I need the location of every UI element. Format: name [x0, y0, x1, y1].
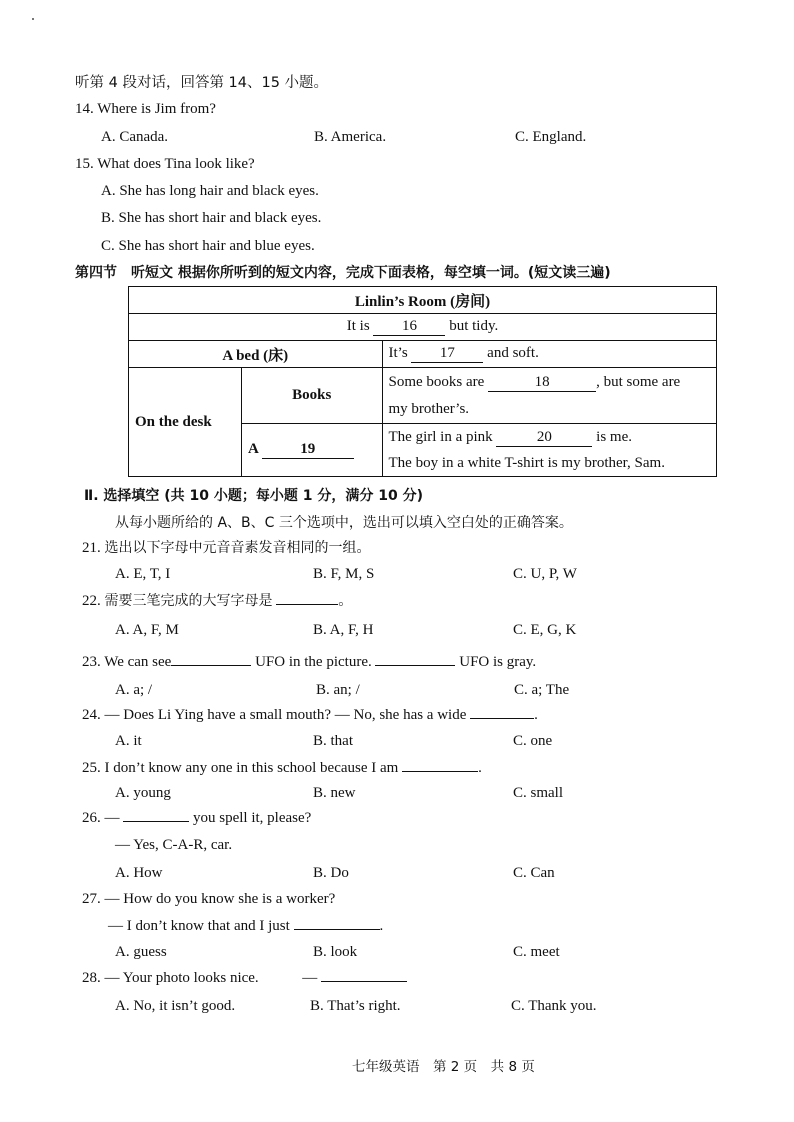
- question-14: [75, 99, 216, 119]
- q26-option-a[interactable]: A. How: [115, 865, 163, 881]
- question-26: [82, 808, 311, 828]
- page-footer: 七年级英语 第 2 页 共 8 页: [352, 1059, 535, 1075]
- q14-option-a[interactable]: A. Canada.: [101, 129, 169, 145]
- q27-option-c[interactable]: C. meet: [513, 944, 560, 960]
- q26-reply: — Yes, C-A-R, car.: [115, 837, 233, 853]
- table-row-room: [129, 314, 717, 341]
- table-title: Linlin’s Room (房间): [129, 287, 717, 314]
- part2-heading: Ⅱ. 选择填空 (共 10 小题；每小题 1 分，满分 10 分): [84, 488, 424, 504]
- q25-option-b[interactable]: B. new: [313, 785, 356, 801]
- q25-option-c[interactable]: C. small: [513, 785, 564, 801]
- section4-heading: 第四节 听短文 根据你所听到的短文内容，完成下面表格，每空填一词。(短文读三遍): [75, 265, 611, 281]
- q24-option-c[interactable]: C. one: [513, 733, 553, 749]
- q28-option-a[interactable]: A. No, it isn’t good.: [115, 998, 236, 1014]
- question-number: 27.: [82, 891, 101, 907]
- answer-blank[interactable]: [123, 821, 189, 822]
- blank-17[interactable]: 17: [411, 345, 483, 363]
- q23-option-a[interactable]: A. a; /: [115, 682, 153, 698]
- q26-option-b[interactable]: B. Do: [313, 865, 349, 881]
- question-25: [82, 758, 482, 778]
- question-22: [82, 591, 353, 611]
- answer-blank-1[interactable]: [171, 665, 251, 666]
- bed-cell: [382, 341, 717, 368]
- a-label-cell: [242, 424, 383, 477]
- question-end: .: [478, 760, 482, 776]
- q27-option-a[interactable]: A. guess: [115, 944, 167, 960]
- question-27: [82, 889, 335, 909]
- question-21: [82, 538, 371, 558]
- a-label: A: [248, 441, 259, 457]
- listening-table: [128, 286, 717, 477]
- question-number: 24.: [82, 707, 101, 723]
- q26-option-c[interactable]: C. Can: [513, 865, 555, 881]
- q21-option-b[interactable]: B. F, M, S: [313, 566, 375, 582]
- q15-option-b[interactable]: B. She has short hair and black eyes.: [101, 210, 322, 226]
- question-number: 15.: [75, 156, 94, 172]
- bed-label: A bed (床): [129, 341, 383, 368]
- answer-blank[interactable]: [276, 604, 338, 605]
- dialogue-dash: —: [104, 810, 120, 826]
- question-text: — Does Li Ying have a small mouth? — No, she has a wide: [104, 707, 467, 723]
- question-text: 选出以下字母中元音音素发音相同的一组。: [104, 540, 371, 556]
- girl-cell: [382, 424, 717, 477]
- question-text: — How do you know she is a worker?: [104, 891, 336, 907]
- q14-option-c[interactable]: C. England.: [515, 129, 587, 145]
- books-label: Books: [242, 368, 383, 424]
- q24-option-a[interactable]: A. it: [115, 733, 142, 749]
- answer-blank[interactable]: [294, 929, 380, 930]
- question-end: .: [534, 707, 538, 723]
- row-text: but tidy.: [449, 318, 499, 334]
- question-text: 需要三笔完成的大写字母是: [104, 593, 273, 609]
- question-text: What does Tina look like?: [97, 156, 255, 172]
- desk-label: On the desk: [129, 368, 242, 477]
- row-text: It is: [346, 318, 370, 334]
- question-28: [82, 968, 407, 988]
- q23-option-c[interactable]: C. a; The: [514, 682, 570, 698]
- q28-option-c[interactable]: C. Thank you.: [511, 998, 597, 1014]
- row-text: The boy in a white T-shirt is my brother, Sam.: [388, 455, 665, 471]
- question-number: 25.: [82, 760, 101, 776]
- question-end: 。: [338, 593, 353, 609]
- q14-option-b[interactable]: B. America.: [314, 129, 387, 145]
- question-number: 21.: [82, 540, 101, 556]
- section3-intro: 听第 4 段对话，回答第 14、15 小题。: [75, 75, 329, 91]
- question-text: — Your photo looks nice.: [104, 970, 259, 986]
- row-text: Some books are: [388, 373, 485, 390]
- q15-option-c[interactable]: C. She has short hair and blue eyes.: [101, 238, 315, 254]
- question-text: you spell it, please?: [193, 810, 312, 826]
- q24-option-b[interactable]: B. that: [313, 733, 353, 749]
- row-text: The girl in a pink: [388, 429, 493, 445]
- question-text: Where is Jim from?: [97, 101, 216, 117]
- answer-blank-2[interactable]: [375, 665, 455, 666]
- q27-option-b[interactable]: B. look: [313, 944, 358, 960]
- question-text: UFO is gray.: [459, 654, 537, 670]
- question-24: [82, 705, 538, 725]
- question-15: [75, 154, 255, 174]
- answer-blank[interactable]: [470, 718, 534, 719]
- q22-option-b[interactable]: B. A, F, H: [313, 622, 374, 638]
- q27-reply: [108, 916, 383, 936]
- q21-option-a[interactable]: A. E, T, I: [115, 566, 171, 582]
- row-text: , but some are: [596, 373, 681, 390]
- question-end: .: [379, 918, 384, 934]
- part2-instruction: 从每小题所给的 A、B、C 三个选项中，选出可以填入空白处的正确答案。: [115, 515, 573, 531]
- answer-blank[interactable]: [321, 981, 407, 982]
- q28-option-b[interactable]: B. That’s right.: [310, 998, 401, 1014]
- q22-option-c[interactable]: C. E, G, K: [513, 622, 577, 638]
- reply-text: — I don’t know that and I just: [108, 918, 290, 934]
- books-cell: [382, 368, 717, 424]
- scan-speck: [32, 18, 34, 20]
- q21-option-c[interactable]: C. U, P, W: [513, 566, 577, 582]
- dialogue-dash: —: [302, 970, 318, 986]
- question-text: UFO in the picture.: [255, 654, 372, 670]
- blank-20[interactable]: 20: [496, 429, 592, 447]
- answer-blank[interactable]: [402, 771, 478, 772]
- q25-option-a[interactable]: A. young: [115, 785, 171, 801]
- question-text: We can see: [104, 654, 172, 670]
- question-number: 28.: [82, 970, 101, 986]
- q22-option-a[interactable]: A. A, F, M: [115, 622, 179, 638]
- blank-19[interactable]: 19: [262, 441, 354, 459]
- row-text: is me.: [596, 429, 632, 445]
- row-text: It’s: [388, 345, 408, 361]
- q23-option-b[interactable]: B. an; /: [316, 682, 360, 698]
- question-23: [82, 652, 536, 672]
- question-number: 22.: [82, 593, 101, 609]
- blank-16[interactable]: 16: [373, 318, 445, 336]
- question-number: 14.: [75, 101, 94, 117]
- question-number: 23.: [82, 654, 101, 670]
- question-text: I don’t know any one in this school because I am: [104, 760, 399, 776]
- row-text: my brother’s.: [388, 400, 470, 417]
- q15-option-a[interactable]: A. She has long hair and black eyes.: [101, 183, 319, 199]
- row-text: and soft.: [487, 345, 539, 361]
- question-number: 26.: [82, 810, 101, 826]
- blank-18[interactable]: 18: [488, 374, 596, 392]
